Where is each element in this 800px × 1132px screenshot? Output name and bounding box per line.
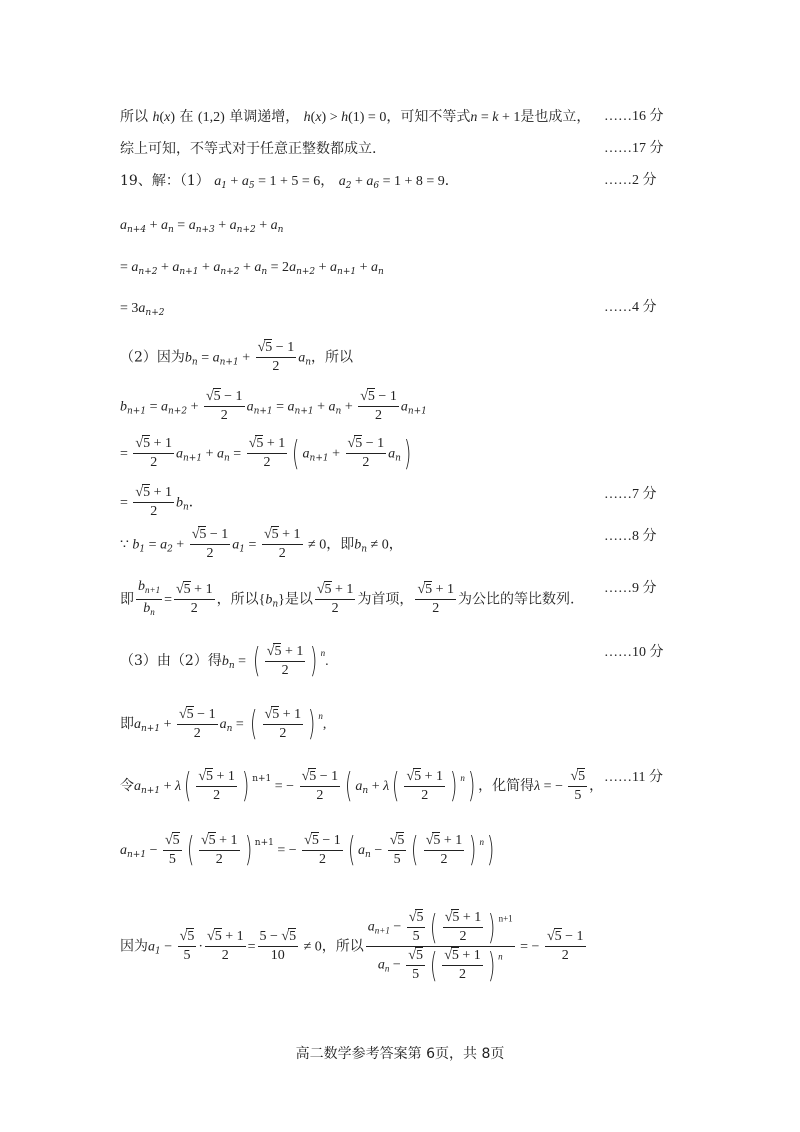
page-footer: 高二数学参考答案第 6页，共 8页 bbox=[295, 1046, 505, 1062]
line-5: = $a_{n+2} + a_{n+1} + a_{n+2} + a_n = 2a_{n+2} + a_{n+1} + a_n$ bbox=[120, 260, 384, 277]
line-16: $a_{n+1}$ − $\frac{√5}{5}$ ( $\frac{√5 + 1}{2}$ ) $^{n+1}$ = − $\frac{√5 - 1}{2}$ ( $a_n$ − $\frac{√5}{5}$ ( $\frac{√5 + 1}{2}$ ) $^n$) bbox=[120, 830, 495, 870]
line-11: ∵ $b_1 = a_2$ + $\frac{√5 - 1}{2}$ $a_1$ = $\frac{√5 + 1}{2}$ ≠ 0，即$b_n \ne 0$， bbox=[120, 527, 403, 561]
score-16: ……16 分 bbox=[604, 109, 664, 124]
score-11: ……11 分 bbox=[604, 770, 663, 785]
line-10: = $\frac{√5 + 1}{2}$ $b_n$． bbox=[120, 485, 203, 519]
line-8: $b_{n+1} = a_{n+2}$ + $\frac{√5 - 1}{2}$ $a_{n+1} = a_{n+1} + a_n$ + $\frac{√5 - 1}{2}$ $a_{n+1}$ bbox=[120, 389, 427, 423]
line-12: 即 $\frac{b_{n+1}}{b_n}$ = $\frac{√5 + 1}{2}$ ，所以$\{b_n\}$是以 $\frac{√5 + 1}{2}$ 为首项， $\frac{√5 + 1}{2}$ 为公比的等比数列. bbox=[120, 579, 575, 617]
score-2: ……2 分 bbox=[604, 173, 657, 188]
line-4: $a_{n+4} + a_n = a_{n+3} + a_{n+2} + a_n$ bbox=[120, 218, 284, 235]
score-9: ……9 分 bbox=[604, 581, 657, 596]
line-9: = $\frac{√5 + 1}{2}$ $a_{n+1} + a_n$ = $\frac{√5 + 1}{2}$ ( $a_{n+1}$ + $\frac{√5 - 1}{2}$ $a_n$) bbox=[120, 433, 412, 474]
line-13: （3）由（2）得$b_n$ = ( $\frac{√5 + 1}{2}$ ) $^n$. bbox=[120, 641, 329, 681]
score-7: ……7 分 bbox=[604, 487, 657, 502]
line-3: 19、解：（1） $a_1 + a_5 = 1 + 5 = 6$， $a_2 + a_6 = 1 + 8 = 9$． bbox=[120, 173, 459, 191]
line-1: 所以 h(x) 在 (1,2) 单调递增， h(x) > h(1) = 0，可知不等式n = k + 1是也成立， bbox=[120, 109, 591, 125]
score-8: ……8 分 bbox=[604, 529, 657, 544]
line-6: = $3a_{n+2}$ bbox=[120, 301, 165, 318]
score-10: ……10 分 bbox=[604, 645, 664, 660]
line-2: 综上可知，不等式对于任意正整数都成立. bbox=[120, 141, 377, 157]
score-17: ……17 分 bbox=[604, 141, 664, 156]
line-15: 令$a_{n+1} + \lambda$( $\frac{√5 + 1}{2}$ ) $^{n+1}$ = − $\frac{√5 - 1}{2}$ ( $a_n + \lambda$( $\frac{√5 + 1}{2}$ ) $^n$) ，化简得λ = − $\frac{√5}{5}$ ， bbox=[120, 766, 604, 806]
line-7: （2）因为$b_n = a_{n+1}$ + $\frac{√5 - 1}{2}$ $a_n$，所以 bbox=[120, 340, 353, 374]
score-4: ……4 分 bbox=[604, 300, 657, 315]
line-14: 即$a_{n+1}$ + $\frac{√5 - 1}{2}$ $a_n$ = ( $\frac{√5 + 1}{2}$ ) $^n$, bbox=[120, 704, 327, 744]
line-17: 因为$a_1$ − $\frac{√5}{5}$ · $\frac{√5 + 1}{2}$ = $\frac{5 - √5}{10}$ ≠ 0，所以 $a_{n+1}$ − $\frac{√5}{5}$ ( $\frac{√5 + 1}{2}$ ) $^{n+1}$ $a_n$ − $\frac{√5}{5}$ ( $\frac{√5 + 1}{2}$ ) $^n$ = − $\frac{√5 - 1}{2}$ bbox=[120, 907, 584, 986]
